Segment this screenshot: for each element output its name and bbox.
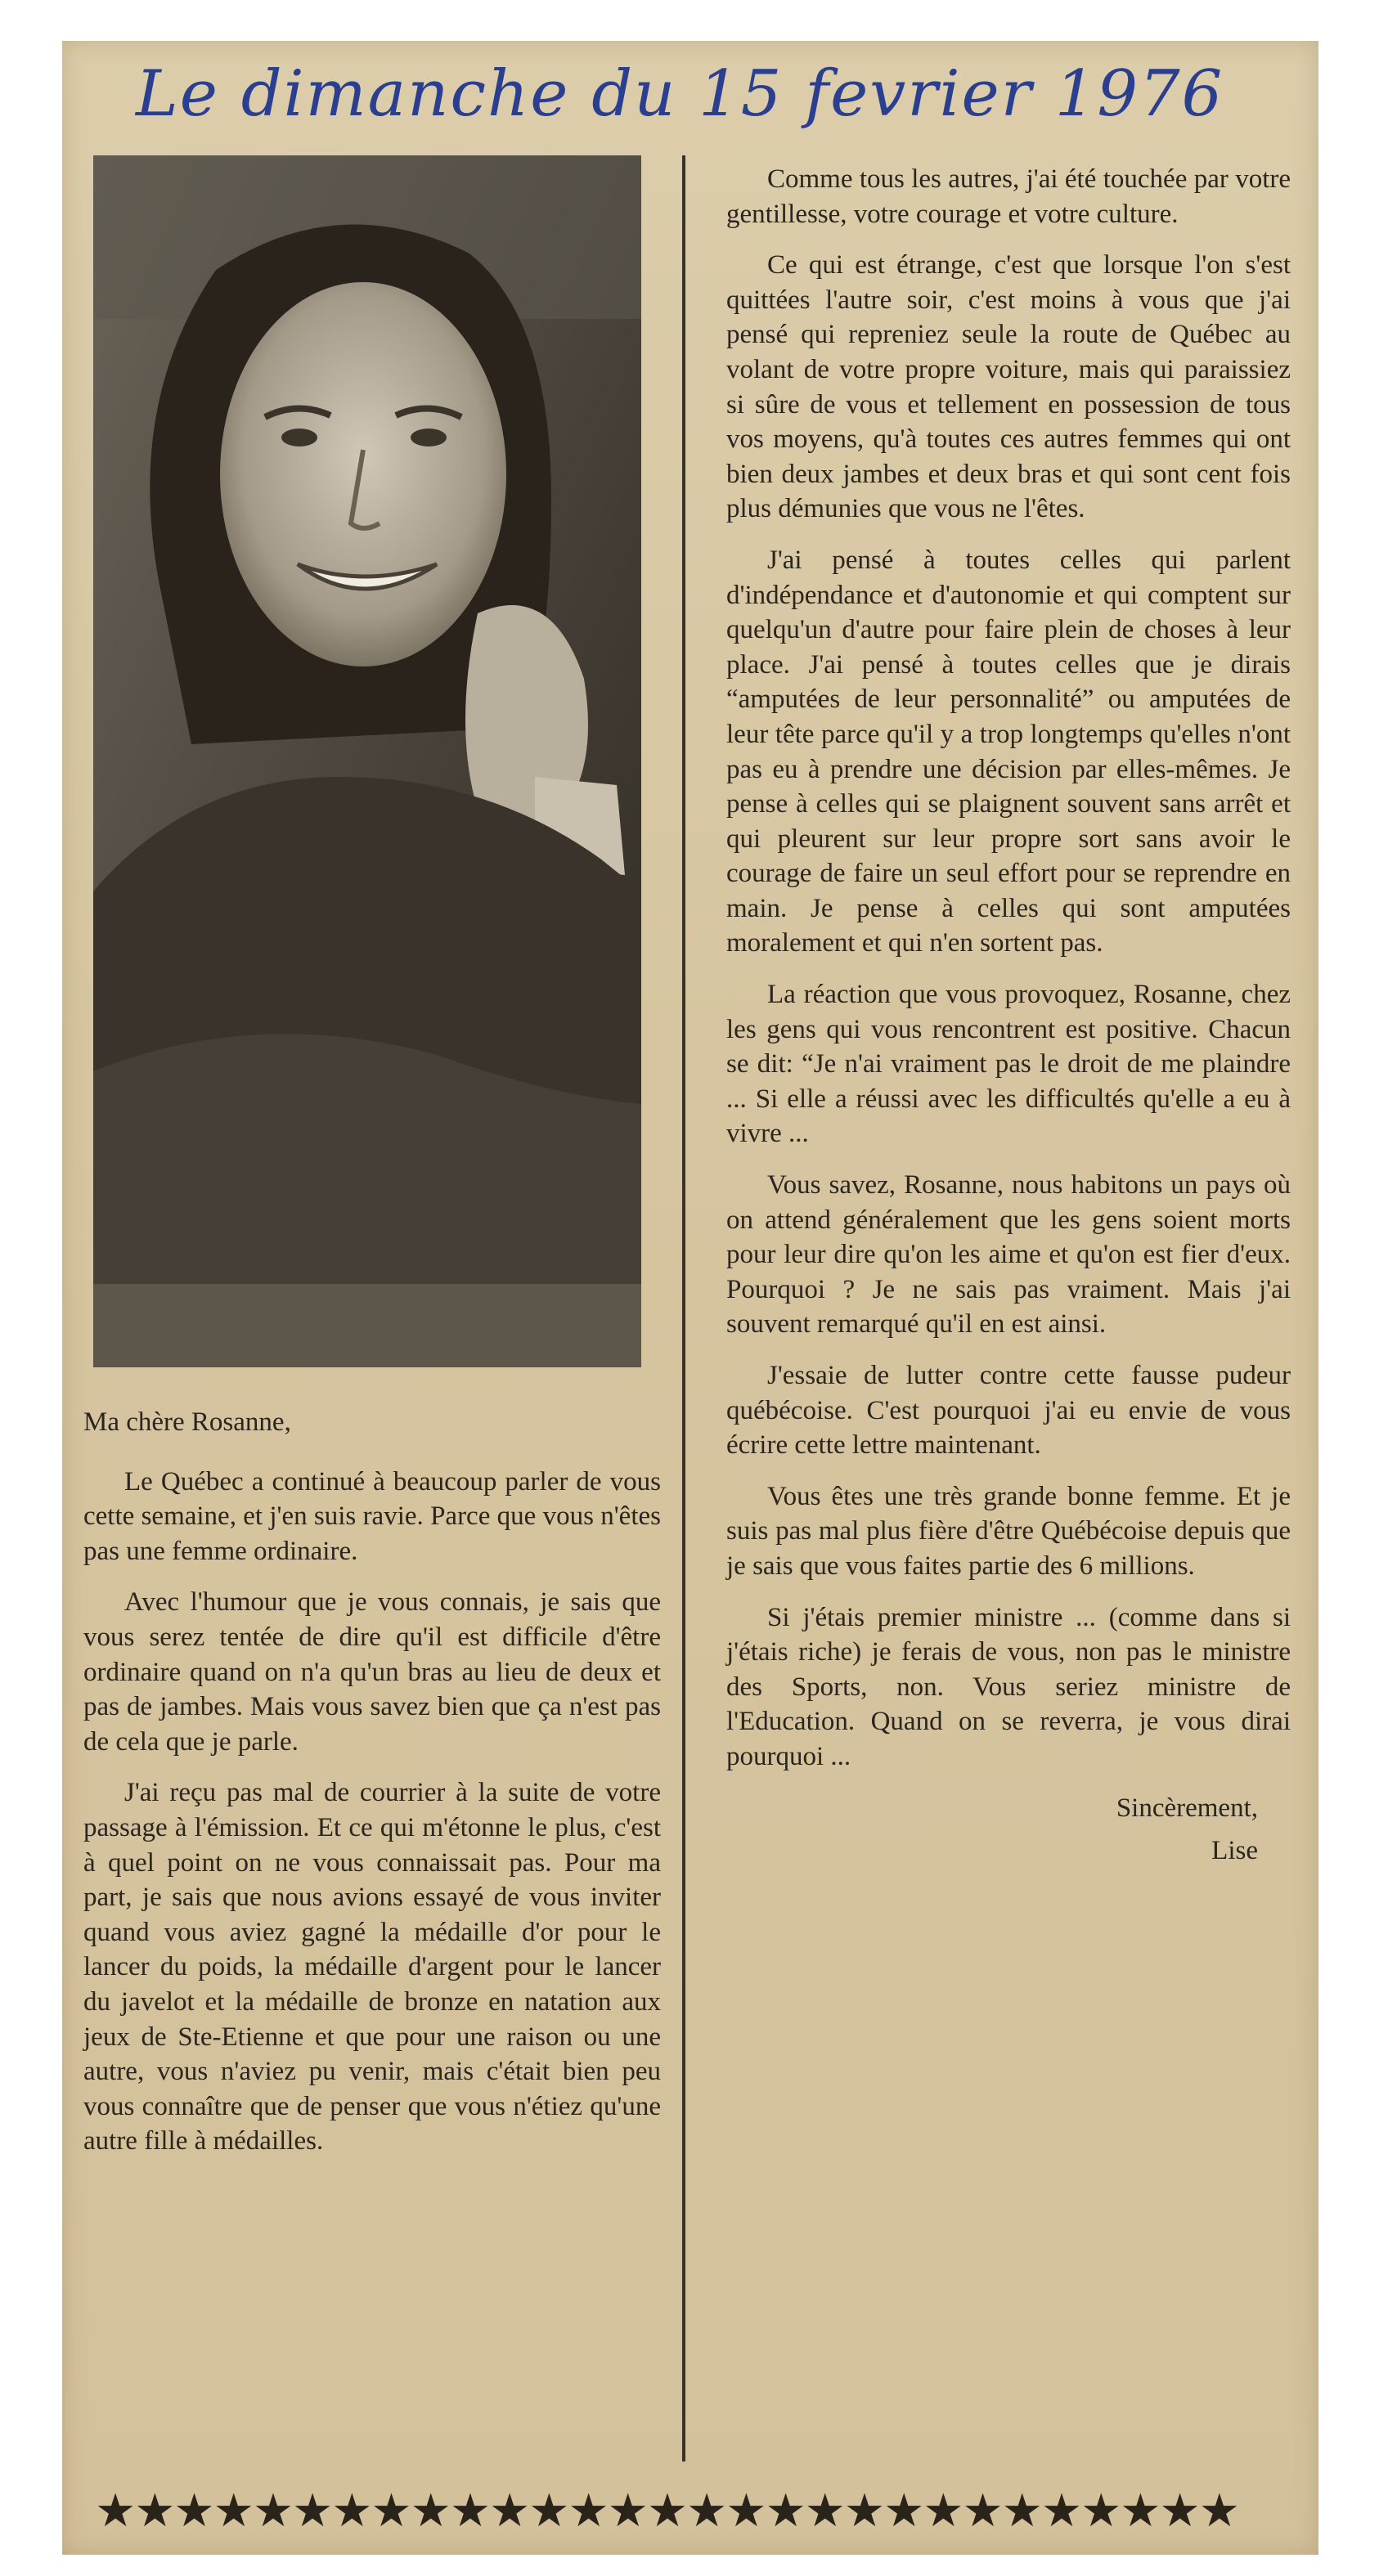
paragraph: J'ai reçu pas mal de courrier à la suite de votre passage à l'émission. Et ce qui m'étonne le plus, c'est à quel point on ne vous connaissait pas. Pour ma part, je sais que nous avions essayé de vous inviter quand vous aviez gagné la médaille d'or pour le lancer du poids, la médaille d'argent pour le lancer du javelot et la médaille de bronze en natation aux jeux de Ste-Etienne et que pour une raison ou une autre, vous n'aviez pu venir, mais c'était bien peu vous connaître que de penser que vous n'étiez qu'une autre fille à médailles. [83,1778,661,2156]
closing: Sincèrement, [1116,1793,1258,1823]
left-column [83,1405,661,2175]
portrait-photo [93,155,641,1367]
paragraph: Avec l'humour que je vous connais, je sais que vous serez tentée de dire qu'il est difficile d'être ordinaire quand on n'a qu'un bras au lieu de deux et pas de jambes. Mais vous savez bien que ça n'est pas de cela que je parle. [83,1587,661,1757]
paragraph: Si j'étais premier ministre ... (comme dans si j'étais riche) je ferais de vous, non pas le ministre des Sports, non. Vous seriez ministre de l'Education. Quand on se reverra, je vous dirai pourquoi ... [726,1602,1291,1771]
paragraph: Vous êtes une très grande bonne femme. Et je suis pas mal plus fière d'être Québécoise depuis que je sais que vous faites partie des 6 millions. [726,1481,1291,1581]
paragraph: La réaction que vous provoquez, Rosanne, chez les gens qui vous rencontrent est positive. Chacun se dit: “Je n'ai vraiment pas le droit de me plaindre ... Si elle a réussi avec les difficultés qu'elle a eu à vivre ... [726,980,1291,1149]
paragraph: Le Québec a continué à beaucoup parler de vous cette semaine, et j'en suis ravie. Parce que vous n'êtes pas une femme ordinaire. [83,1466,661,1566]
column-divider [682,155,685,2462]
paragraph: Vous savez, Rosanne, nous habitons un pays où on attend généralement que les gens soient morts pour leur dire qu'on les aime et qu'on est fier d'eux. Pourquoi ? Je ne sais pas vraiment. Mais j'ai souvent remarqué qu'il en est ainsi. [726,1170,1291,1340]
paragraph: J'essaie de lutter contre cette fausse pudeur québécoise. C'est pourquoi j'ai eu envie de vous écrire cette lettre maintenant. [726,1361,1291,1461]
right-column [726,162,1291,1868]
handwritten-date: Le dimanche du 15 fevrier 1976 [136,57,1224,131]
signature: Lise [1211,1835,1258,1865]
paragraph: J'ai pensé à toutes celles qui parlent d'indépendance et d'autonomie et qui comptent sur quelqu'un d'autre pour faire plein de choses à leur place. J'ai pensé à toutes celles que je dirais “amputées de leur personnalité” ou amputées de leur tête parce qu'il y a trop longtemps qu'elles n'ont pas eu à prendre une décision par elles-mêmes. Je pense à celles qui se plaignent souvent sans arrêt et qui pleurent sur leur propre sort sans avoir le courage de faire un seul effort pour se reprendre en main. Je pense à celles qui sont amputées moralement et qui n'en sortent pas. [726,545,1291,958]
portrait-image [93,155,641,1367]
salutation: Ma chère Rosanne, [83,1407,291,1437]
star-border: ★★★★★★★★★★★★★★★★★★★★★★★★★★★★★ [95,2484,1238,2538]
paragraph: Ce qui est étrange, c'est que lorsque l'on s'est quittées l'autre soir, c'est moins à vous que j'ai pensé qui repreniez seule la route de Québec au volant de votre propre voiture, mais qui paraissiez si sûre de vous et tellement en possession de tous vos moyens, qu'à toutes ces autres femmes qui ont bien deux jambes et deux bras et qui sont cent fois plus démunies que vous ne l'êtes. [726,250,1291,524]
newspaper-clipping [62,41,1318,2555]
paragraph: Comme tous les autres, j'ai été touchée par votre gentillesse, votre courage et votre culture. [726,164,1291,229]
